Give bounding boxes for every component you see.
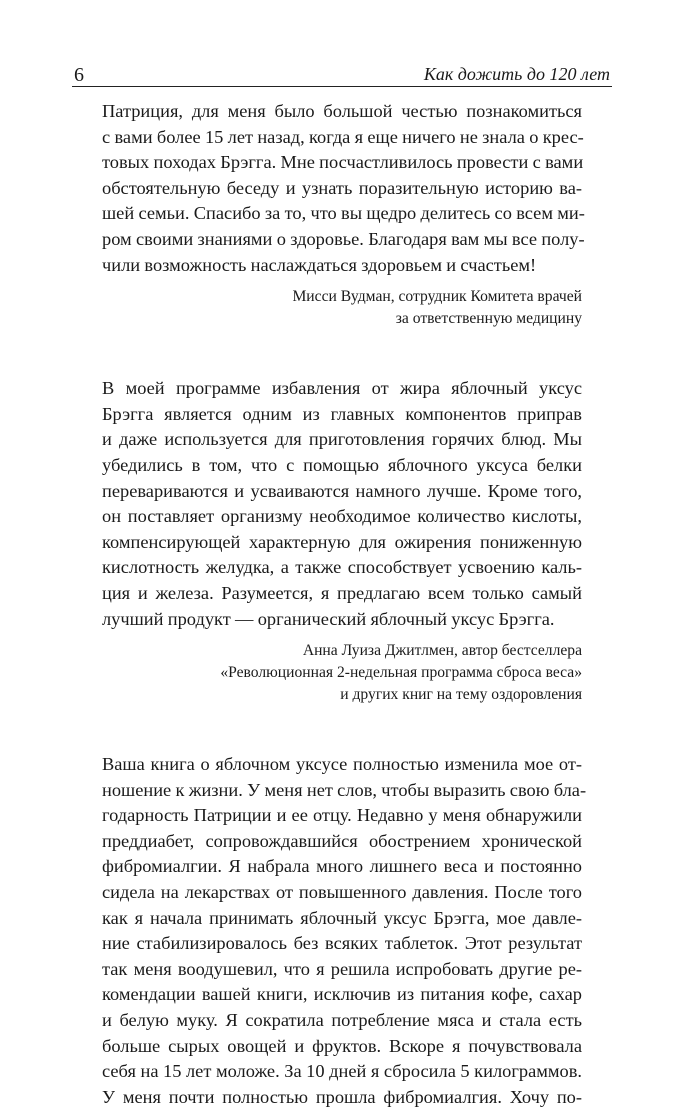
text-line: шей семьи. Спасибо за то, что вы щедро делитесь со всем ми-: [102, 203, 585, 224]
page-content: [102, 99, 587, 1110]
attribution-line: Анна Луиза Джитлмен, автор бестселлера: [302, 642, 582, 660]
text-line: комендации вашей книги, исключив из питания кофе, сахар: [102, 984, 582, 1005]
testimonial-text: [102, 99, 585, 278]
text-line: как я начала принимать яблочный уксус Брэгга, мое давле-: [102, 907, 582, 928]
text-line: он поставляет организму необходимое количество кислоты,: [102, 506, 582, 527]
text-line: Патриция, для меня было большой честью познакомиться: [102, 101, 582, 121]
attribution-line: и других книг на тему оздоровления: [340, 686, 582, 704]
testimonial-attribution: [102, 286, 582, 330]
text-line: перевариваются и усваиваются намного лучше. Кроме того,: [102, 480, 582, 501]
text-line: себя на 15 лет моложе. За 10 дней я сбросила 5 килограммов.: [102, 1061, 582, 1082]
testimonial-text: [102, 376, 582, 632]
text-line: больше сырых овощей и фруктов. Вскоре я почувствовала: [102, 1035, 582, 1056]
running-title: Как дожить до 120 лет: [423, 64, 610, 84]
text-line: У меня почти полностью прошла фибромиалгия. Хочу по-: [102, 1086, 582, 1107]
text-line: убедились в том, что с помощью яблочного уксуса белки: [102, 454, 582, 475]
text-line: ция и железа. Разумеется, я предлагаю всем только самый: [102, 582, 582, 603]
text-line: В моей программе избавления от жира яблочный уксус: [102, 378, 582, 399]
text-line: сидела на лекарствах от повышенного давления. После того: [102, 882, 582, 903]
text-line: фибромиалгии. Я набрала много лишнего веса и постоянно: [102, 856, 582, 877]
text-line: Брэгга является одним из главных компонентов приправ: [102, 403, 582, 424]
page-header: [72, 62, 612, 87]
testimonial-2: [102, 376, 582, 706]
text-line: и даже используется для приготовления горячих блюд. Мы: [102, 429, 582, 450]
text-line: чили возможность наслаждаться здоровьем и счастьем!: [102, 254, 537, 275]
text-line: ние стабилизировалось без всяких таблеток. Этот результат: [102, 933, 582, 954]
text-line: товых походах Брэгга. Мне посчастливилось провести с вами: [102, 152, 584, 173]
testimonial-3: [102, 752, 587, 1110]
attribution-line: Мисси Вудман, сотрудник Комитета врачей: [292, 288, 582, 306]
attribution-line: «Революционная 2-недельная программа сброса веса»: [220, 664, 582, 682]
text-line: лучший продукт — органический яблочный уксус Брэгга.: [102, 608, 555, 629]
text-line: ношение к жизни. У меня нет слов, чтобы выразить свою бла-: [102, 779, 587, 800]
text-line: преддиабет, сопровождавшийся обострением хронической: [102, 830, 582, 851]
text-line: так меня воодушевил, что я решила испробовать другие ре-: [102, 958, 582, 979]
attribution-line: за ответственную медицину: [395, 310, 582, 328]
testimonial-attribution: [102, 640, 582, 706]
text-line: с вами более 15 лет назад, когда я еще ничего не знала о крес-: [102, 126, 584, 147]
text-line: и белую муку. Я сократила потребление мяса и стала есть: [102, 1010, 582, 1031]
text-line: Ваша книга о яблочном уксусе полностью изменила мое от-: [102, 754, 582, 775]
testimonial-text: [102, 752, 587, 1110]
text-line: компенсирующей характерную для ожирения пониженную: [102, 531, 582, 552]
page-number: 6: [74, 64, 84, 86]
text-line: годарность Патриции и ее отцу. Недавно у меня обнаружили: [102, 805, 582, 826]
text-line: кислотность желудка, а также способствует усвоению каль-: [102, 557, 582, 578]
text-line: ром своими знаниями о здоровье. Благодаря вам мы все полу-: [102, 228, 585, 249]
text-line: обстоятельную беседу и узнать поразительную историю ва-: [102, 177, 582, 198]
testimonial-1: [102, 99, 585, 330]
